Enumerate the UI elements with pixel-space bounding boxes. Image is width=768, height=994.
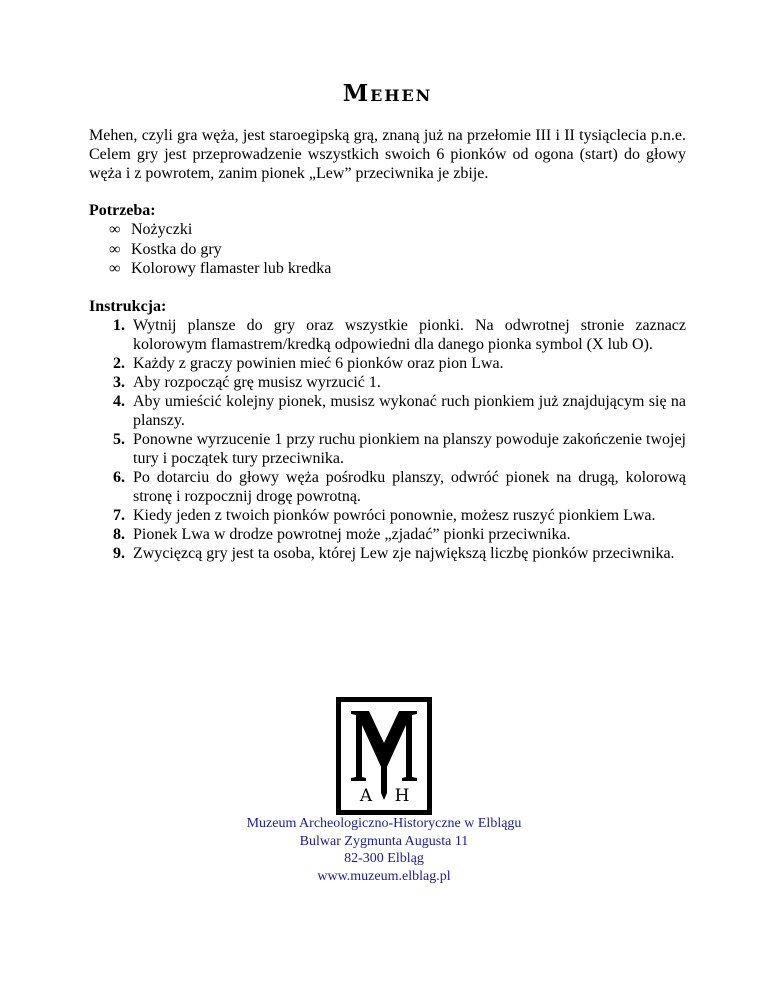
list-item bbox=[89, 354, 686, 373]
step-text: Wytnij plansze do gry oraz wszystkie pionki. Na odwrotnej stronie zaznacz kolorowym flamastrem/kredką odpowiedni dla danego pionka symbol (X lub O). bbox=[133, 316, 686, 353]
step-number: 6. bbox=[113, 468, 125, 486]
museum-website-link[interactable]: www.muzeum.elblag.pl bbox=[317, 868, 451, 884]
step-number: 3. bbox=[113, 373, 125, 391]
need-item-label: Nożyczki bbox=[131, 221, 193, 238]
intro-paragraph: Mehen, czyli gra węża, jest staroegipską grą, znaną już na przełomie III i II tysiąclecia p.n.e. Celem gry jest przeprowadzenie wszystkich swoich 6 pionków od ogona (start) do głowy węża i z powrotem, zanim pionek „Lew” przeciwnika je zbije. bbox=[89, 127, 686, 182]
step-number: 5. bbox=[113, 430, 125, 448]
list-item bbox=[89, 468, 686, 506]
step-text: Każdy z graczy powinien mieć 6 pionków oraz pion Lwa. bbox=[133, 354, 504, 372]
instructions-heading: Instrukcja: bbox=[89, 297, 167, 315]
need-item-label: Kostka do gry bbox=[131, 240, 222, 258]
list-item bbox=[89, 373, 686, 392]
list-item bbox=[89, 525, 686, 544]
step-number: 2. bbox=[113, 354, 125, 372]
infinity-bullet-icon: ∞ bbox=[109, 260, 121, 277]
footer-address bbox=[0, 815, 768, 885]
list-item bbox=[89, 392, 686, 430]
list-item bbox=[89, 259, 686, 279]
museum-street: Bulwar Zygmunta Augusta 11 bbox=[299, 833, 469, 849]
step-text: Po dotarciu do głowy węża pośrodku planszy, odwróć pionek na drugą, kolorową stronę i rozpocznij drogę powrotną. bbox=[133, 468, 686, 505]
museum-name: Muzeum Archeologiczno-Historyczne w Elblągu bbox=[246, 816, 522, 831]
list-item bbox=[89, 430, 686, 468]
step-text: Ponowne wyrzucenie 1 przy ruchu pionkiem na planszy powoduje zakończenie twojej tury i początek tury przeciwnika. bbox=[133, 430, 686, 467]
list-item bbox=[89, 316, 686, 354]
needs-heading: Potrzeba: bbox=[89, 202, 156, 219]
step-text: Kiedy jeden z twoich pionków powróci ponownie, możesz ruszyć pionkiem Lwa. bbox=[133, 506, 656, 524]
step-text: Aby umieścić kolejny pionek, musisz wykonać ruch pionkiem już znajdującym się na planszy. bbox=[133, 392, 686, 429]
step-number: 9. bbox=[113, 544, 125, 562]
page-title: Mehen bbox=[342, 80, 433, 107]
museum-logo-icon bbox=[336, 697, 432, 815]
logo-letter-h: H bbox=[394, 786, 410, 806]
step-number: 8. bbox=[113, 525, 125, 543]
need-item-label: Kolorowy flamaster lub kredka bbox=[131, 260, 332, 277]
logo-letter-a: A bbox=[359, 786, 373, 806]
museum-city: 82-300 Elbląg bbox=[344, 851, 424, 866]
step-text: Aby rozpocząć grę musisz wyrzucić 1. bbox=[133, 373, 381, 391]
document-body bbox=[89, 80, 686, 563]
list-item bbox=[89, 240, 686, 260]
instructions-list bbox=[89, 316, 686, 563]
list-item bbox=[89, 544, 686, 563]
step-text: Pionek Lwa w drodze powrotnej może „zjadać” pionki przeciwnika. bbox=[133, 525, 571, 543]
list-item bbox=[89, 220, 686, 240]
infinity-bullet-icon: ∞ bbox=[109, 221, 121, 238]
list-item bbox=[89, 506, 686, 525]
step-text: Zwycięzcą gry jest ta osoba, której Lew zje największą liczbę pionków przeciwnika. bbox=[133, 544, 675, 562]
needs-list bbox=[89, 220, 686, 279]
step-number: 4. bbox=[113, 392, 125, 410]
step-number: 1. bbox=[113, 316, 125, 334]
step-number: 7. bbox=[113, 506, 125, 524]
infinity-bullet-icon: ∞ bbox=[109, 240, 121, 258]
